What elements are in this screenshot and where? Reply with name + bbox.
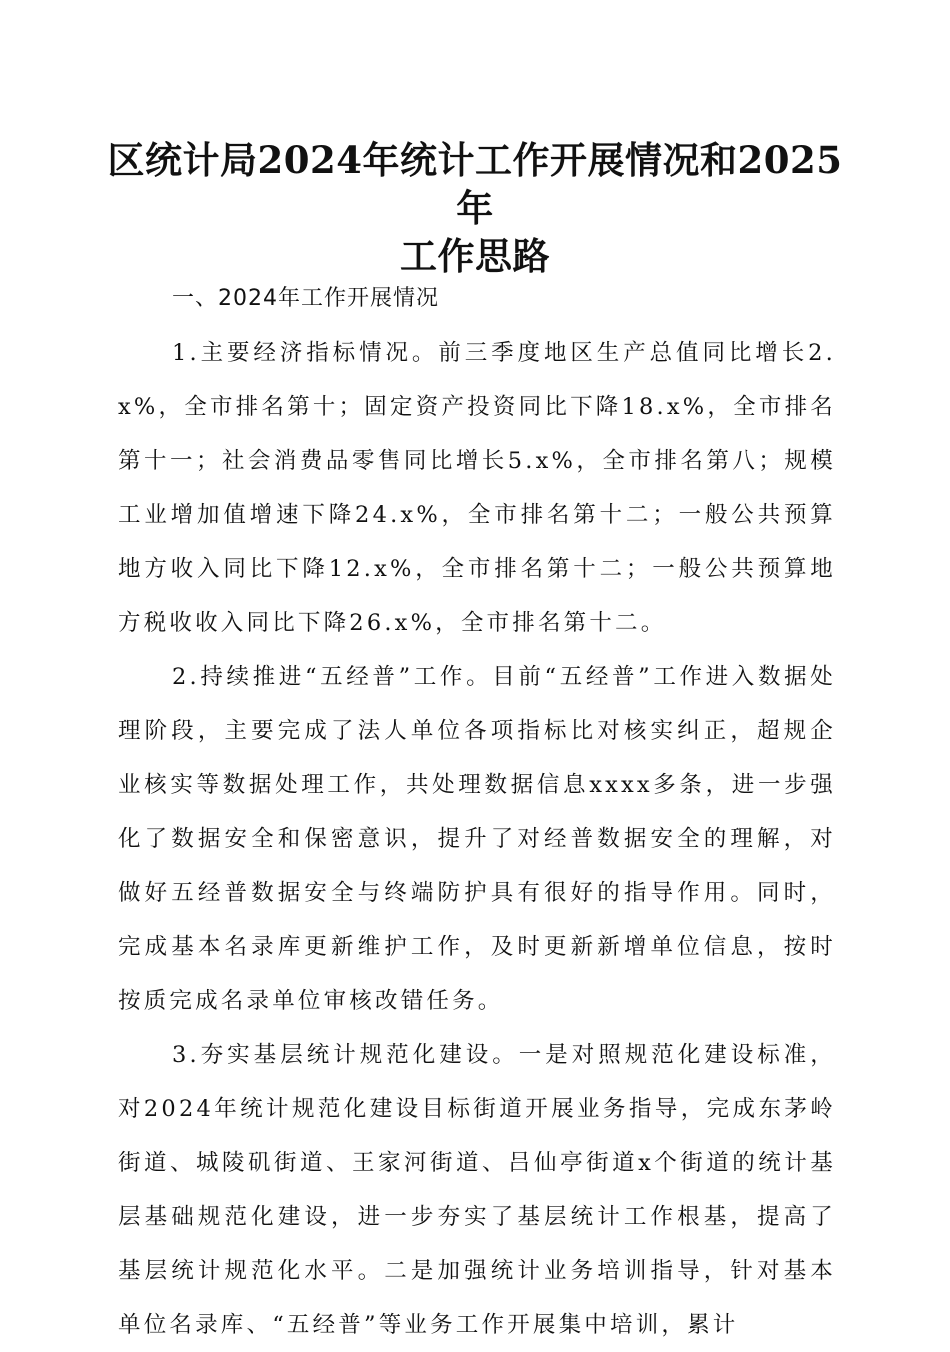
title-line-1: 区统计局2024年统计工作开展情况和2025年 <box>107 138 843 230</box>
title-line-2: 工作思路 <box>400 234 550 278</box>
paragraph-economic-indicators: 1.主要经济指标情况。前三季度地区生产总值同比增长2.x%，全市排名第十；固定资产投资同比下降18.x%，全市排名第十一；社会消费品零售同比增长5.x%，全市排名第八；规模工业增加值增速下降24.x%，全市排名第十二；一般公共预算地方收入同比下降12.x%，全市排名第十二；一般公共预算地方税收收入同比下降26.x%，全市排名第十二。 <box>118 340 836 636</box>
paragraph-grassroots-statistics: 3.夯实基层统计规范化建设。一是对照规范化建设标准，对2024年统计规范化建设目标街道开展业务指导，完成东茅岭街道、城陵矶街道、王家河街道、吕仙亭街道x个街道的统计基层基础规范化建设，进一步夯实了基层统计工作根基，提高了基层统计规范化水平。二是加强统计业务培训指导，针对基本单位名录库、“五经普”等业务工作开展集中培训，累计 <box>118 1042 836 1338</box>
document-body <box>118 272 836 1352</box>
document-title <box>100 136 850 280</box>
section-heading: 一、2024年工作开展情况 <box>172 286 439 311</box>
paragraph-economic-census: 2.持续推进“五经普”工作。目前“五经普”工作进入数据处理阶段，主要完成了法人单位各项指标比对核实纠正，超规企业核实等数据处理工作，共处理数据信息xxxx多条，进一步强化了数据安全和保密意识，提升了对经普数据安全的理解，对做好五经普数据安全与终端防护具有很好的指导作用。同时，完成基本名录库更新维护工作，及时更新新增单位信息，按时按质完成名录单位审核改错任务。 <box>118 664 836 1014</box>
